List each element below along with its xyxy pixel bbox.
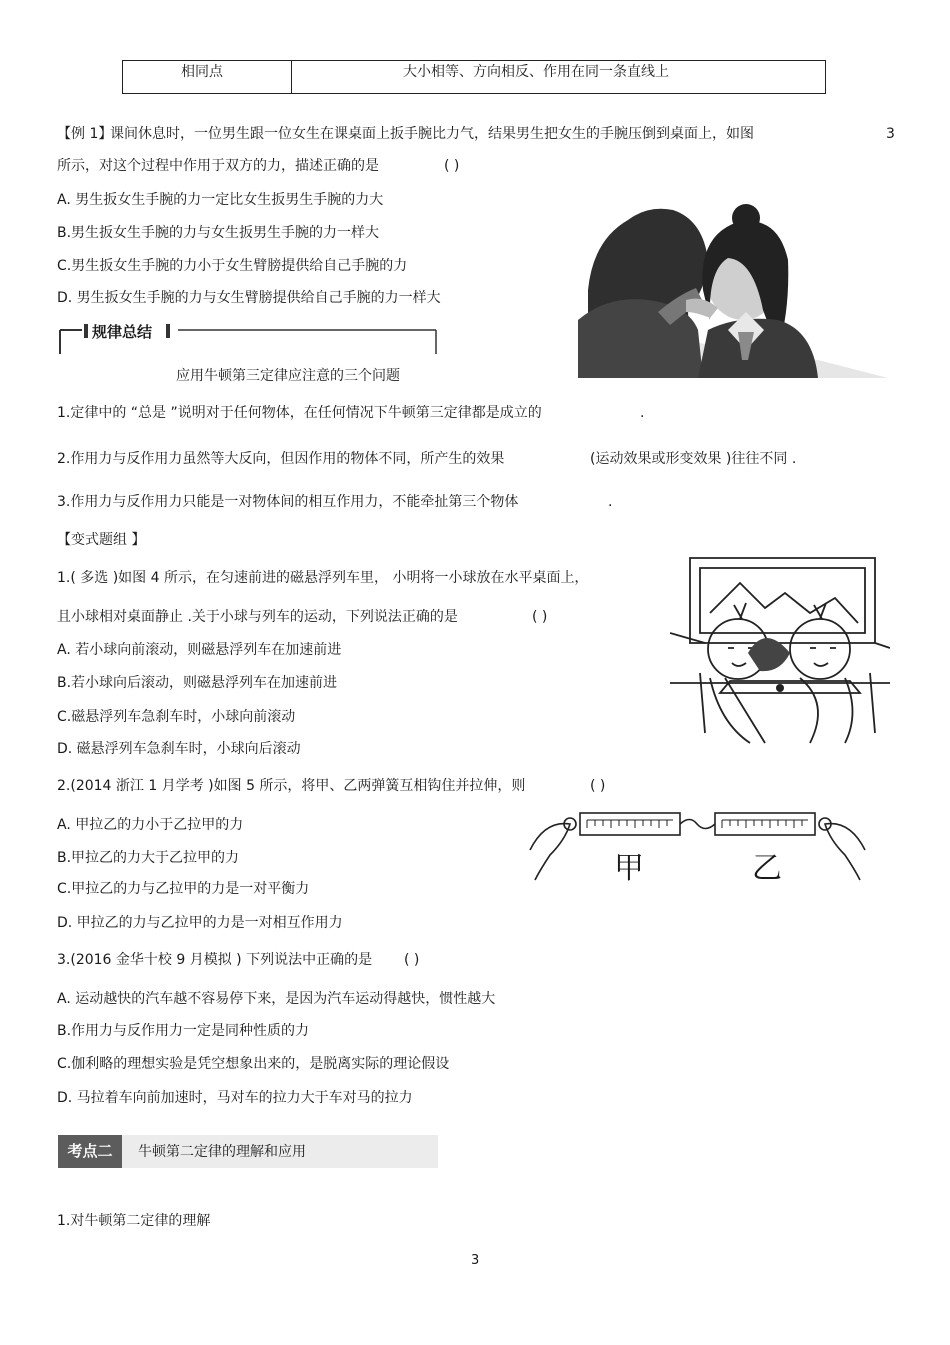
table-value: 大小相等、方向相反、作用在同一条直线上 [403,64,669,80]
example-option-c: C.男生扳女生手腕的力小于女生臂膀提供给自己手腕的力 [57,258,408,274]
section-title: 牛顿第二定律的理解和应用 [138,1144,306,1160]
example-option-d: D. 男生扳女生手腕的力与女生臂膀提供给自己手腕的力一样大 [57,290,441,306]
section-banner [58,1135,438,1168]
arm-wrestling-photo [578,200,888,378]
summary-point-2-paren: (运动效果或形变效果 )往往不同 . [590,451,797,467]
q1-option-b: B.若小球向后滚动，则磁悬浮列车在加速前进 [57,675,338,691]
example-option-b: B.男生扳女生手腕的力与女生扳男生手腕的力一样大 [57,225,380,241]
q2-option-d: D. 甲拉乙的力与乙拉甲的力是一对相互作用力 [57,915,343,931]
q3-option-a: A. 运动越快的汽车越不容易停下来，是因为汽车运动得越快，惯性越大 [57,991,496,1007]
q3-option-d: D. 马拉着车向前加速时，马对车的拉力大于车对马的拉力 [57,1090,413,1106]
example-answer-paren: ( ) [444,158,460,174]
example-figure-number: 3 [886,126,895,142]
page-number: 3 [471,1253,480,1268]
variants-header: 【变式题组 】 [57,532,146,548]
summary-subtitle: 应用牛顿第三定律应注意的三个问题 [176,368,400,384]
figure-label-jia: 甲 [614,851,644,886]
q3-option-b: B.作用力与反作用力一定是同种性质的力 [57,1023,310,1039]
example-line-1: 课间休息时，一位男生跟一位女生在课桌面上扳手腕比力气，结果男生把女生的手腕压倒到桌面上，如图 [110,126,754,142]
q1-line-1: 1.( 多选 )如图 4 所示，在匀速前进的磁悬浮列车里， 小明将一小球放在水平桌面上， [57,570,589,586]
q2-option-a: A. 甲拉乙的力小于乙拉甲的力 [57,817,244,833]
q1-option-c: C.磁悬浮列车急刹车时，小球向前滚动 [57,709,296,725]
example-tag: 【例 1】 [57,126,113,142]
summary-point-3-end: . [608,494,613,510]
q3-option-c: C.伽利略的理想实验是凭空想象出来的，是脱离实际的理论假设 [57,1056,450,1072]
q1-answer-paren: ( ) [532,609,548,625]
example-option-a: A. 男生扳女生手腕的力一定比女生扳男生手腕的力大 [57,192,384,208]
q1-option-a: A. 若小球向前滚动，则磁悬浮列车在加速前进 [57,642,342,658]
section-tag: 考点二 [58,1135,122,1168]
q2-answer-paren: ( ) [590,778,606,794]
q3-answer-paren: ( ) [404,952,420,968]
summary-banner-title: 规律总结 [92,323,153,341]
example-line-2: 所示，对这个过程中作用于双方的力，描述正确的是 [57,158,379,174]
summary-point-1: 1.定律中的 “总是 ”说明对于任何物体，在任何情况下牛顿第三定律都是成立的 [57,405,542,421]
figure-label-yi: 乙 [752,851,782,886]
table-label: 相同点 [181,64,223,80]
summary-point-2: 2.作用力与反作用力虽然等大反向，但因作用的物体不同，所产生的效果 [57,451,505,467]
summary-point-3: 3.作用力与反作用力只能是一对物体间的相互作用力，不能牵扯第三个物体 [57,494,519,510]
q3-line-1: 3.(2016 金华十校 9 月模拟 ) 下列说法中正确的是 [57,952,373,968]
q2-line-1: 2.(2014 浙江 1 月学考 )如图 5 所示，将甲、乙两弹簧互相钩住并拉伸，则 [57,778,526,794]
comparison-table-row [122,60,826,94]
q2-option-b: B.甲拉乙的力大于乙拉甲的力 [57,850,240,866]
section-item-1: 1.对牛顿第二定律的理解 [57,1213,211,1229]
summary-point-1-end: . [640,405,645,421]
q2-option-c: C.甲拉乙的力与乙拉甲的力是一对平衡力 [57,881,310,897]
spring-scales-figure [525,805,870,890]
table-divider [291,61,292,93]
q1-line-2: 且小球相对桌面静止 .关于小球与列车的运动，下列说法正确的是 [57,609,458,625]
q1-option-d: D. 磁悬浮列车急刹车时，小球向后滚动 [57,741,301,757]
maglev-train-sketch [670,553,890,748]
